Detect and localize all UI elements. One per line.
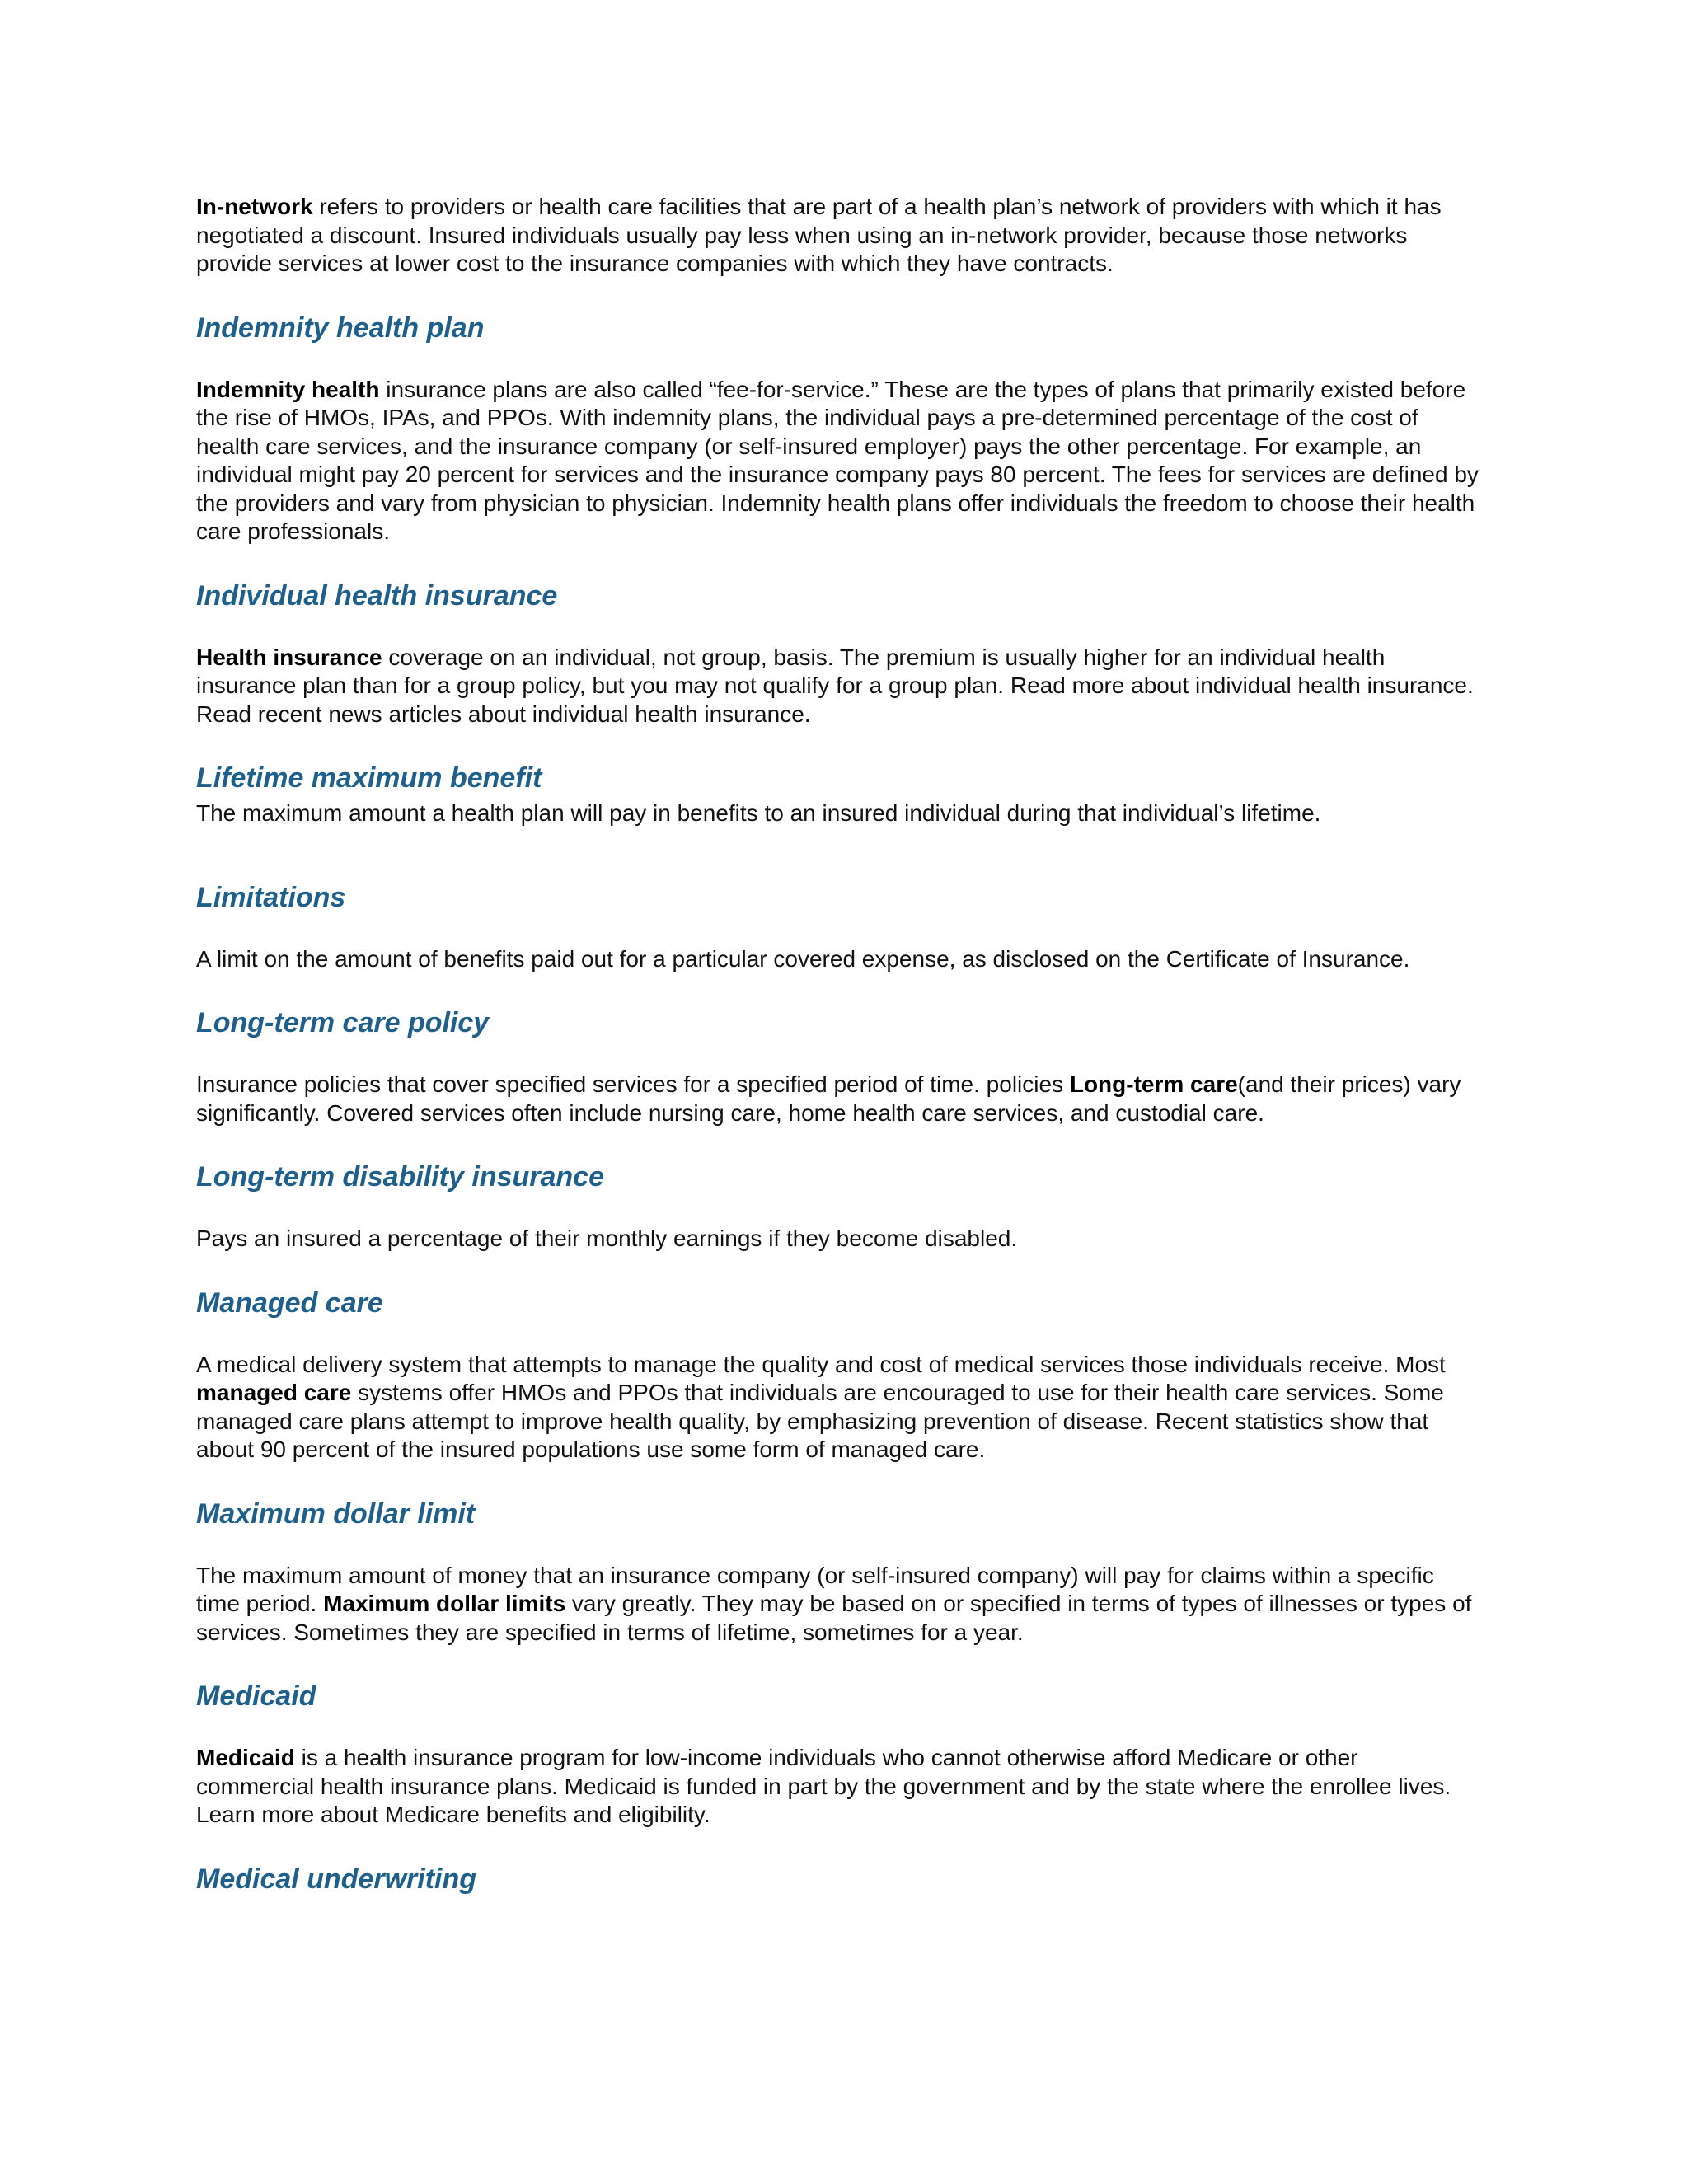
heading-indemnity-health-plan: Indemnity health plan bbox=[196, 312, 485, 344]
term-medicaid: Medicaid bbox=[196, 1745, 295, 1770]
maxdollar-text-before: The maximum amount of money that an insurance company (or self-insured company) will pay for claims within a specific time period. bbox=[196, 1562, 1434, 1616]
indemnity-definition bbox=[196, 376, 1482, 546]
term-maximum-dollar-limits: Maximum dollar limits bbox=[323, 1591, 566, 1616]
heading-long-term-disability-insurance: Long-term disability insurance bbox=[196, 1161, 604, 1193]
indemnity-text: insurance plans are also called “fee-for-service.” These are the types of plans that primarily existed before the rise of HMOs, IPAs, and PPOs. With indemnity plans, the individual pays a pre-determined percentage of the cost of health care services, and the insurance company (or self-insured employer) pays the other percentage. For example, an individual might pay 20 percent for services and the insurance company pays 80 percent. The fees for services are defined by the providers and vary from physician to physician. Indemnity health plans offer individuals the freedom to choose their health care professionals. bbox=[196, 376, 1479, 544]
heading-long-term-care-policy: Long-term care policy bbox=[196, 1007, 490, 1038]
term-managed-care: managed care bbox=[196, 1380, 352, 1405]
heading-individual-health-insurance: Individual health insurance bbox=[196, 579, 558, 612]
managed-text-after: systems offer HMOs and PPOs that individuals are encouraged to use for their health care services. Some managed care plans attempt to improve health quality, by emphasizing prevention of disease. Recent statistics show that about 90 percent of the insured populations use some form of managed care. bbox=[196, 1380, 1444, 1462]
in-network-definition bbox=[196, 193, 1482, 279]
limitations-definition: A limit on the amount of benefits paid out for a particular covered expense, as disclosed on the Certificate of Insurance. bbox=[196, 945, 1410, 972]
heading-medical-underwriting: Medical underwriting bbox=[196, 1863, 477, 1895]
lifetime-definition: The maximum amount a health plan will pay in benefits to an insured individual during that individual’s lifetime. bbox=[196, 800, 1321, 826]
ltd-definition: Pays an insured a percentage of their monthly earnings if they become disabled. bbox=[196, 1226, 1018, 1251]
heading-lifetime-maximum-benefit: Lifetime maximum benefit bbox=[196, 762, 542, 794]
medicaid-definition bbox=[196, 1744, 1482, 1830]
ltc-definition bbox=[196, 1071, 1482, 1127]
glossary-content bbox=[196, 193, 1482, 1896]
term-long-term-care: Long-term care bbox=[1069, 1071, 1238, 1097]
managed-care-definition bbox=[196, 1351, 1482, 1465]
maxdollar-text-after: vary greatly. They may be based on or specified in terms of types of illnesses or types of services. Sometimes they are specified in terms of lifetime, sometimes for a year. bbox=[196, 1591, 1472, 1645]
individual-text: coverage on an individual, not group, basis. The premium is usually higher for an individual health insurance plan than for a group policy, but you may not qualify for a group plan. Read more about individual health insurance. Read recent news articles about individual health insurance. bbox=[196, 644, 1474, 727]
in-network-text: refers to providers or health care facilities that are part of a health plan’s network of providers with which it has negotiated a discount. Insured individuals usually pay less when using an in-network provider, because those networks provide services at lower cost to the insurance companies with which they have contracts. bbox=[196, 194, 1442, 276]
heading-maximum-dollar-limit: Maximum dollar limit bbox=[196, 1497, 476, 1530]
managed-text-before: A medical delivery system that attempts to manage the quality and cost of medical services those individuals receive. Most bbox=[196, 1351, 1446, 1377]
individual-definition bbox=[196, 644, 1482, 729]
term-indemnity-health: Indemnity health bbox=[196, 376, 380, 402]
ltc-text-after: (and their prices) vary significantly. Covered services often include nursing care, home health care services, and custodial care. bbox=[196, 1071, 1461, 1126]
term-health-insurance: Health insurance bbox=[196, 644, 382, 670]
ltc-text-before: Insurance policies that cover specified services for a specified period of time. policies bbox=[196, 1071, 1070, 1097]
term-in-network: In-network bbox=[196, 194, 313, 219]
max-dollar-definition bbox=[196, 1562, 1482, 1647]
heading-limitations: Limitations bbox=[196, 881, 346, 913]
heading-managed-care: Managed care bbox=[196, 1286, 383, 1319]
heading-medicaid: Medicaid bbox=[196, 1680, 316, 1712]
medicaid-text: is a health insurance program for low-income individuals who cannot otherwise afford Medicare or other commercial health insurance plans. Medicaid is funded in part by the government and by the state where the enrollee lives. Learn more about Medicare benefits and eligibility. bbox=[196, 1745, 1451, 1827]
